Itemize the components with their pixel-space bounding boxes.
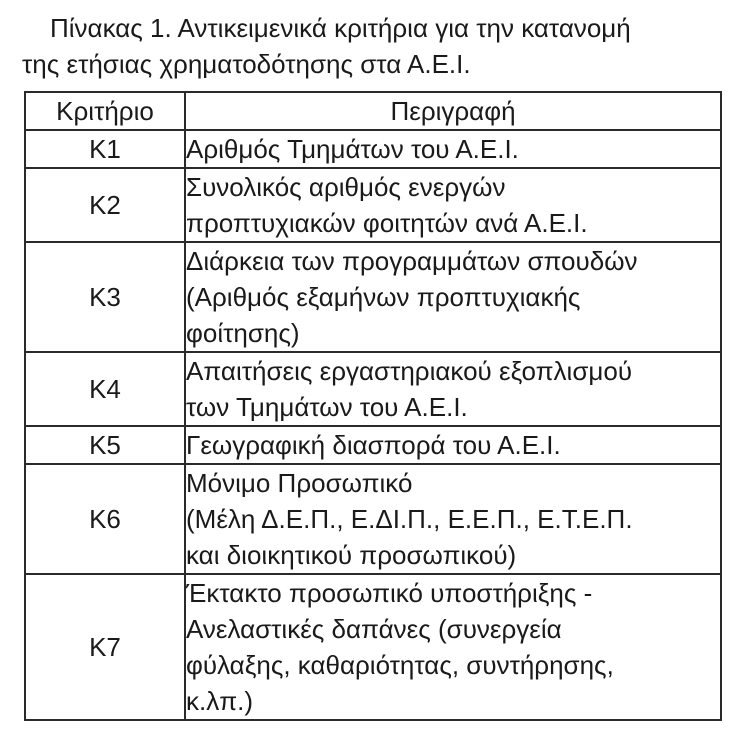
criterion-description [185, 130, 721, 168]
table-row [25, 464, 721, 574]
description-line: Διάρκεια των προγραμμάτων σπουδών [186, 246, 638, 276]
criterion-description [185, 168, 721, 242]
table-caption [22, 10, 722, 82]
criterion-code: Κ4 [25, 352, 185, 426]
criterion-code: Κ5 [25, 426, 185, 464]
criterion-code: Κ6 [25, 464, 185, 574]
description-line: Έκτακτο προσωπικό υποστήριξης - [186, 578, 593, 608]
table-row [25, 242, 721, 352]
criterion-code: Κ2 [25, 168, 185, 242]
criteria-table [24, 91, 722, 721]
criterion-description [185, 426, 721, 464]
table-row [25, 426, 721, 464]
header-description: Περιγραφή [185, 92, 721, 130]
description-line: φοίτησης) [186, 318, 300, 348]
description-line: (Αριθμός εξαμήνων προπτυχιακής [186, 282, 581, 312]
criterion-description [185, 352, 721, 426]
description-line: Αριθμός Τμημάτων του Α.Ε.Ι. [186, 134, 519, 164]
table-row [25, 168, 721, 242]
description-line: και διοικητικού προσωπικού) [186, 540, 517, 570]
description-line: (Μέλη Δ.Ε.Π., Ε.ΔΙ.Π., Ε.Ε.Π., Ε.Τ.Ε.Π. [186, 504, 633, 534]
description-line: Μόνιμο Προσωπικό [186, 468, 413, 498]
table-row [25, 574, 721, 720]
description-line: των Τμημάτων του Α.Ε.Ι. [186, 392, 468, 422]
caption-line-2: της ετήσιας χρηματοδότησης στα Α.Ε.Ι. [22, 49, 471, 79]
description-line: φύλαξης, καθαριότητας, συντήρησης, [186, 650, 614, 680]
description-line: Απαιτήσεις εργαστηριακού εξοπλισμού [186, 356, 633, 386]
criterion-code: Κ7 [25, 574, 185, 720]
criterion-code: Κ3 [25, 242, 185, 352]
caption-line-1: Πίνακας 1. Αντικειμενικά κριτήρια για την κατανομή [50, 13, 631, 43]
header-row [25, 92, 721, 130]
criterion-description [185, 464, 721, 574]
criterion-code: Κ1 [25, 130, 185, 168]
criterion-description [185, 242, 721, 352]
description-line: Ανελαστικές δαπάνες (συνεργεία [186, 614, 562, 644]
table-row [25, 352, 721, 426]
description-line: Συνολικός αριθμός ενεργών [186, 172, 506, 202]
description-line: κ.λπ.) [186, 686, 254, 716]
description-line: Γεωγραφική διασπορά του Α.Ε.Ι. [186, 430, 561, 460]
header-criterion: Κριτήριο [25, 92, 185, 130]
description-line: προπτυχιακών φοιτητών ανά Α.Ε.Ι. [186, 208, 588, 238]
table-row [25, 130, 721, 168]
criterion-description [185, 574, 721, 720]
